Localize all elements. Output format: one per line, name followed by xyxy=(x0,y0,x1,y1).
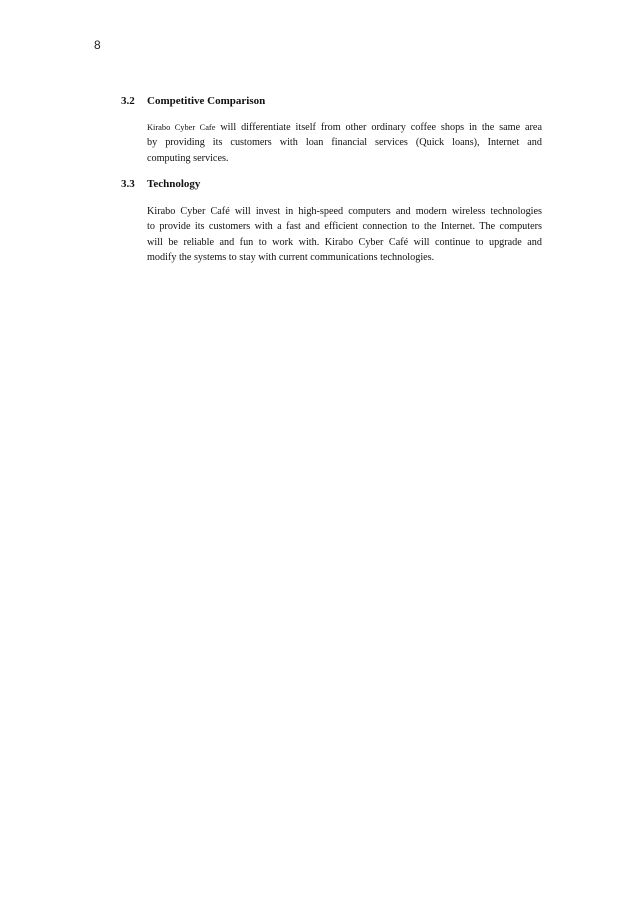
company-name-text: Kirabo Cyber Cafe xyxy=(147,123,216,132)
section-heading-technology xyxy=(121,178,200,190)
section-title: Competitive Comparison xyxy=(147,95,266,107)
paragraph-line: modify the systems to stay with current communications technologies. xyxy=(147,251,435,263)
section-body-technology xyxy=(147,204,542,265)
section-number: 3.2 xyxy=(121,95,135,107)
paragraph-line: Kirabo Cyber Café will invest in high-speed computers and modern wireless technologies xyxy=(147,206,542,217)
section-body-competitive-comparison xyxy=(147,120,542,166)
section-number: 3.3 xyxy=(121,178,135,190)
paragraph-line: will be reliable and fun to work with. Kirabo Cyber Café will continue to upgrade and xyxy=(147,236,542,248)
page-number: 8 xyxy=(94,38,101,52)
line-text: will differentiate itself from other ordinary coffee shops in the same area xyxy=(215,122,542,133)
paragraph-line: computing services. xyxy=(147,152,229,164)
paragraph-line xyxy=(147,120,542,135)
paragraph-line: to provide its customers with a fast and efficient connection to the Internet. The computers xyxy=(147,221,542,233)
paragraph-line: by providing its customers with loan financial services (Quick loans), Internet and xyxy=(147,137,542,149)
section-title: Technology xyxy=(147,178,201,190)
section-heading-competitive-comparison xyxy=(121,95,265,107)
